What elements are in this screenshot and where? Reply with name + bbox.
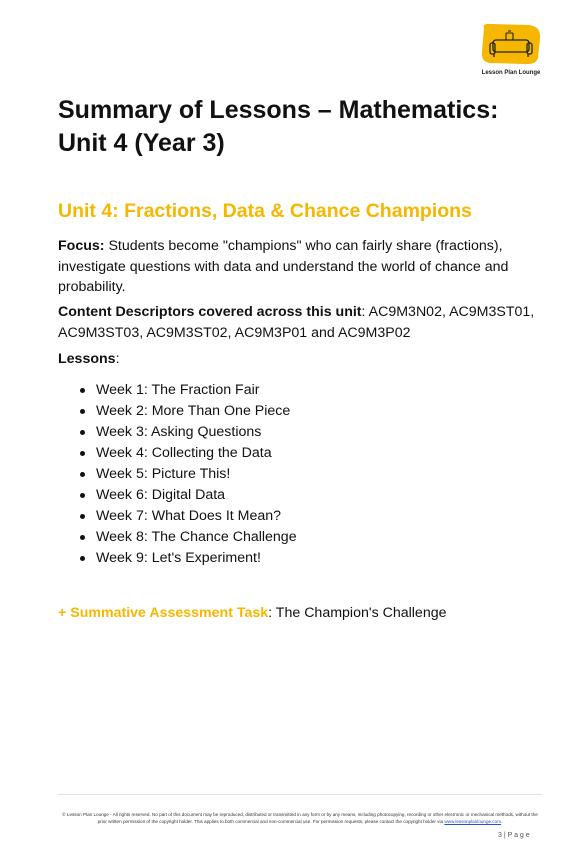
- list-item: Week 2: More Than One Piece: [96, 401, 297, 422]
- summative-text: : The Champion's Challenge: [268, 605, 447, 621]
- descriptors-text: : AC9M3N02, AC9M3ST01, AC9M3ST03, AC9M3ST02, AC9M3P01 and AC9M3P02: [58, 304, 535, 341]
- footer-text: © Lesson Plan Lounge - All rights reserved. No part of this document may be reproduced, distributed or transmitted in any form or by any means, including photocopying, recording or other electronic or mechanical methods, without the prior written permission of the copyright holder. This applies to both commercial and non-commercial use. For permission requests, please contact the copyright holder via: [62, 812, 538, 824]
- list-item: Week 8: The Chance Challenge: [96, 527, 297, 548]
- logo-text: Lesson Plan Lounge: [481, 70, 541, 76]
- list-item: Week 3: Asking Questions: [96, 422, 297, 443]
- content-descriptors: [58, 302, 538, 343]
- focus-label: Focus:: [58, 238, 105, 254]
- lessons-label: Lessons: [58, 351, 116, 367]
- list-item: Week 6: Digital Data: [96, 485, 297, 506]
- lesson-plan-lounge-logo: [478, 22, 544, 66]
- copyright-footer: [58, 812, 542, 825]
- list-item: Week 5: Picture This!: [96, 464, 297, 485]
- lessons-label-suffix: :: [115, 351, 120, 367]
- descriptors-label: Content Descriptors covered across this unit: [58, 304, 362, 320]
- page-title: Summary of Lessons – Mathematics: Unit 4 (Year 3): [58, 96, 499, 157]
- lessons-list: [58, 380, 297, 569]
- lessons-heading: [58, 351, 120, 367]
- unit-heading: Unit 4: Fractions, Data & Chance Champions: [58, 200, 472, 222]
- list-item: Week 1: The Fraction Fair: [96, 380, 297, 401]
- footer-link-suffix: .: [501, 818, 503, 824]
- summative-label: + Summative Assessment Task: [58, 605, 269, 621]
- list-item: Week 4: Collecting the Data: [96, 443, 297, 464]
- list-item: Week 9: Let's Experiment!: [96, 548, 297, 569]
- focus-paragraph: [58, 236, 538, 298]
- focus-text: Students become "champions" who can fairly share (fractions), investigate questions with data and understand the world of chance and probability.: [58, 238, 509, 295]
- footer-website-link[interactable]: www.lessonplanlounge.com: [444, 818, 502, 824]
- summative-assessment: [58, 605, 447, 621]
- page-number: 3 | P a g e: [498, 832, 530, 839]
- list-item: Week 7: What Does It Mean?: [96, 506, 297, 527]
- footer-divider: [58, 794, 542, 795]
